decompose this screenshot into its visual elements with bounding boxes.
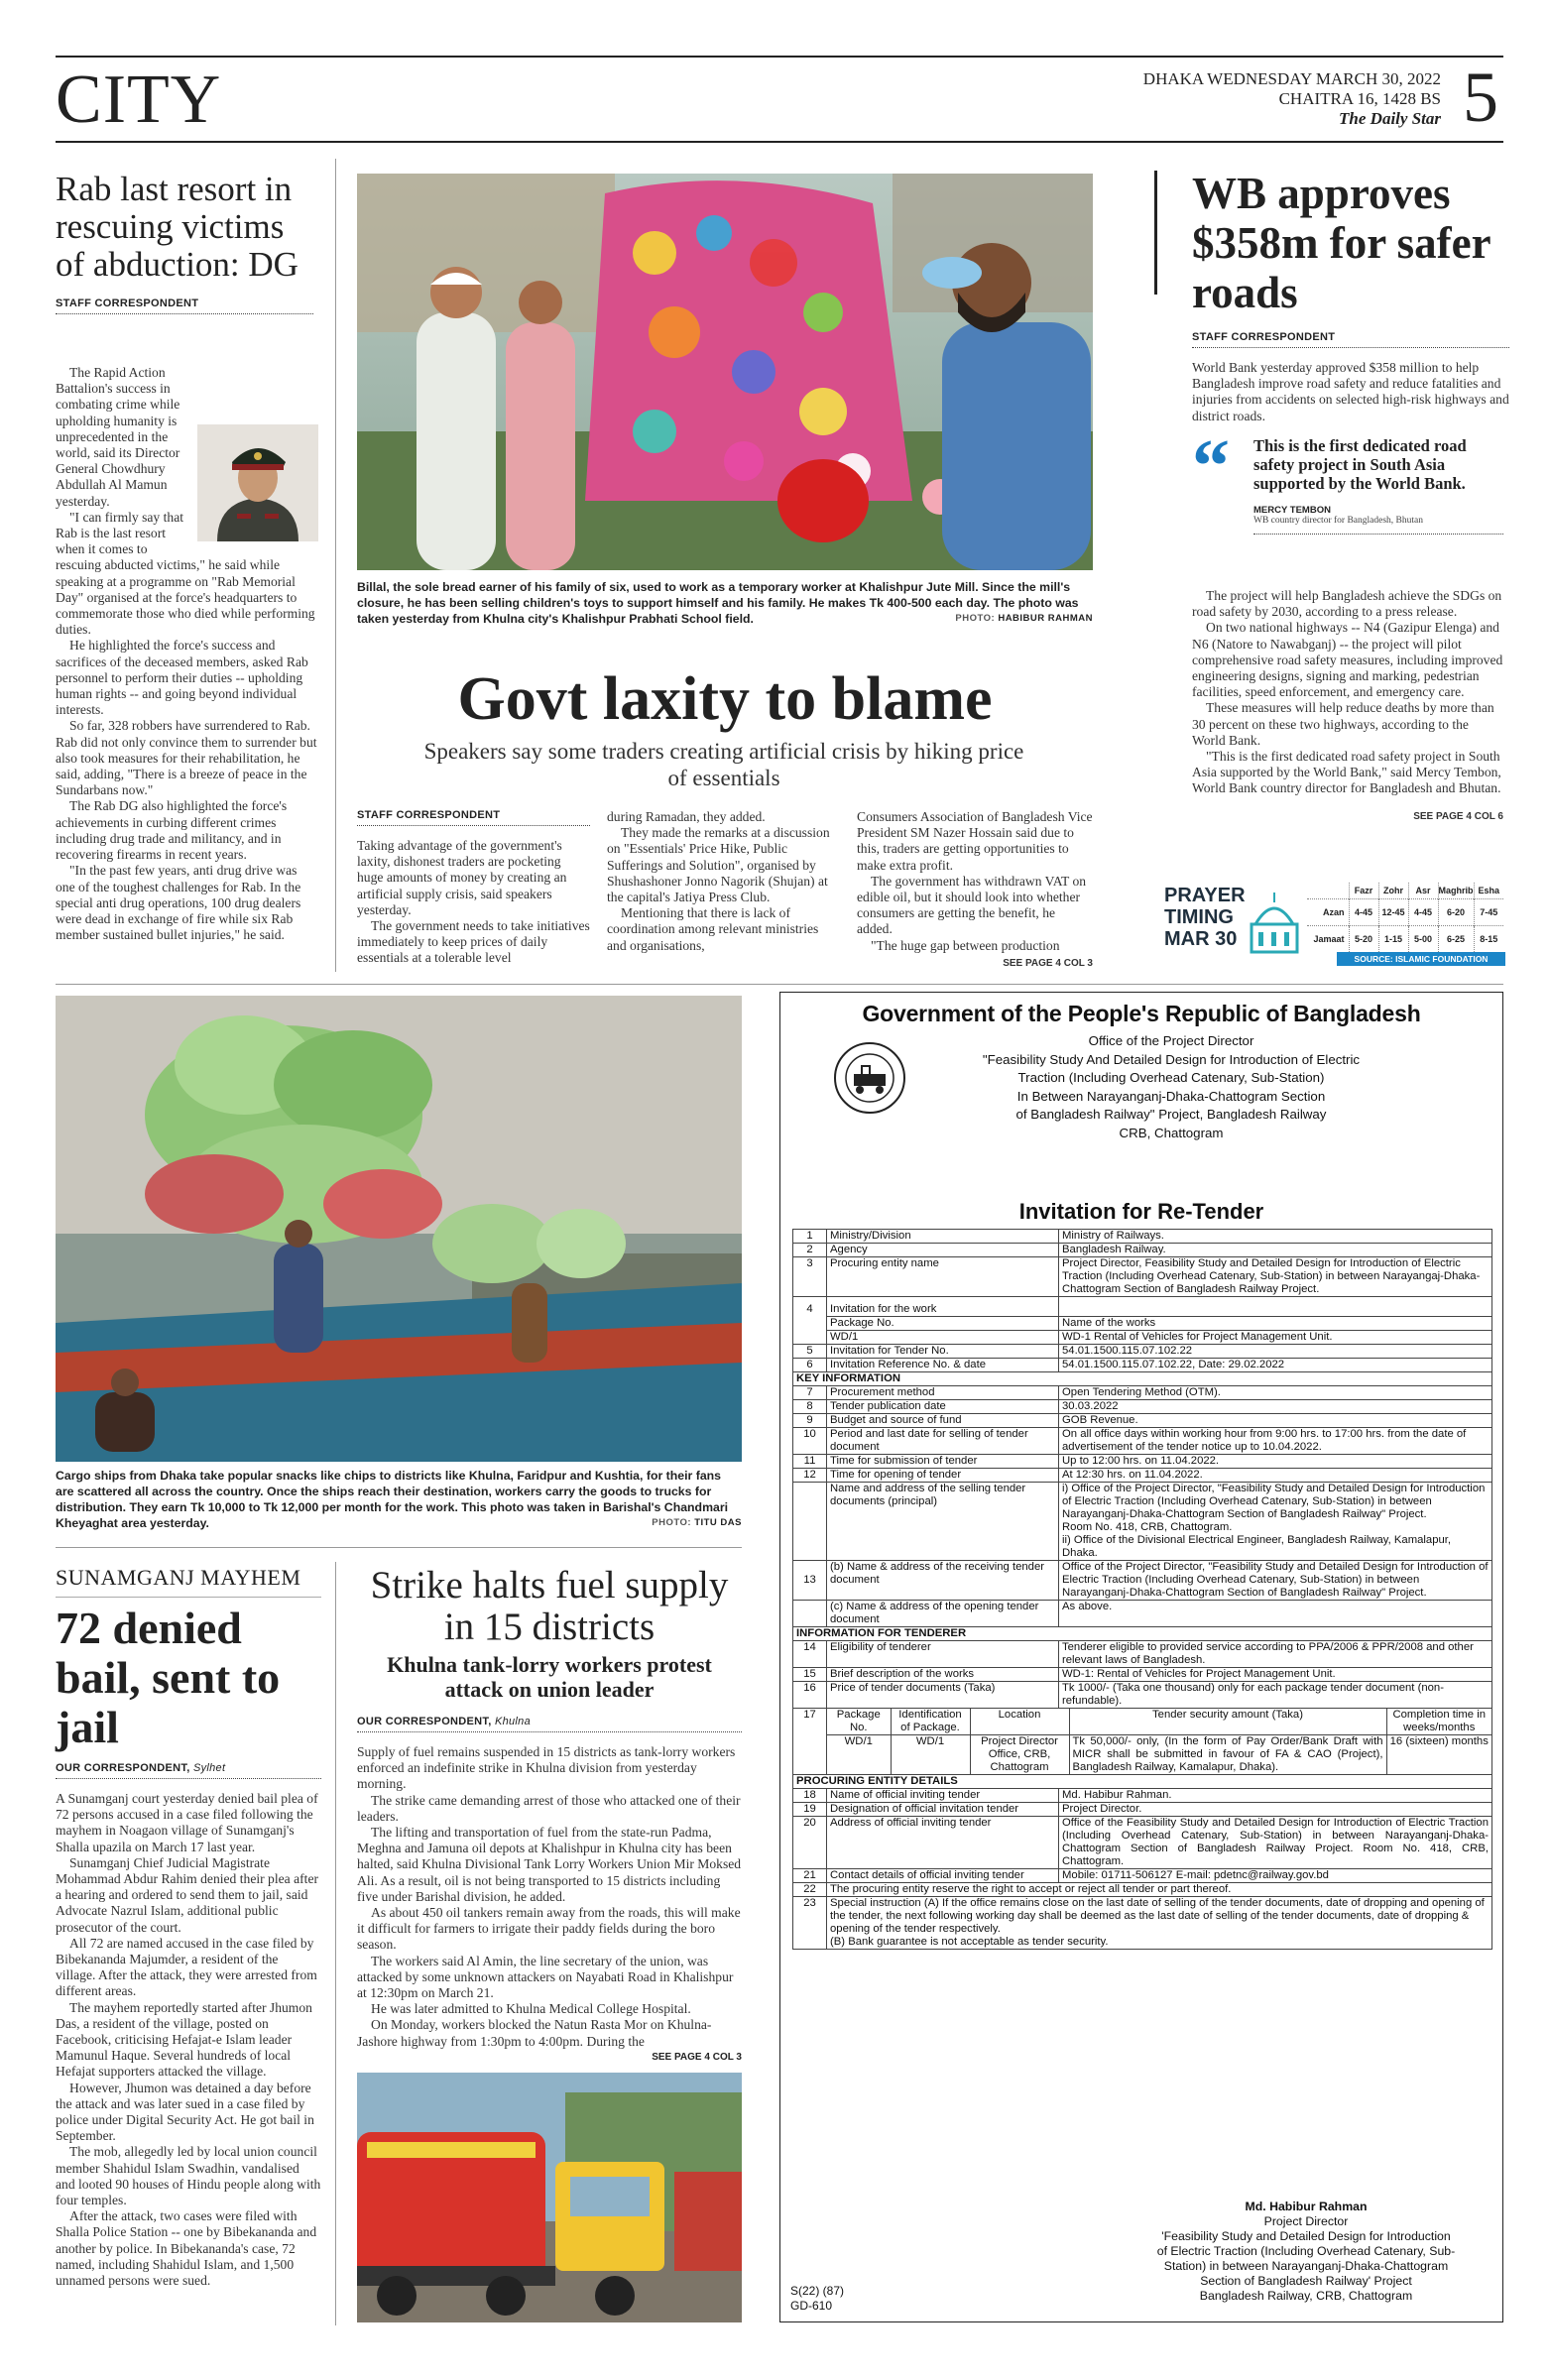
ref-2: GD-610 [790,2299,833,2313]
sun-divider [335,1562,336,2325]
row-key: Price of tender documents (Taka) [827,1682,1059,1709]
sun-p3: All 72 are named accused in the case filed by Bibekananda Majumder, a resident of the village. After the attack, they were arrested from different areas. [56,1935,317,1999]
row-no: 3 [793,1257,827,1297]
row-key: Budget and source of fund [827,1414,1059,1428]
cargo-credit-label: PHOTO: [652,1517,692,1528]
row-no: 9 [793,1414,827,1428]
special-instruction-b: (B) Bank guarantee is not acceptable as tender security. [830,1936,1109,1948]
strike-body [357,1744,742,2050]
sun-p4: The mayhem reportedly started after Jhumon Das, a resident of the village, posted on Facebook, criticising Hefajat-e Islam leader Mamunul Haque. Several hundreds of local Hefajat supporters attacked the village. [56,1999,312,2080]
package-cell [827,1709,1492,1775]
sunamganj-place: Sylhet [192,1762,226,1774]
govt-col2 [607,809,840,954]
rab-p5: The Rab DG also highlighted the force's achievements in curbing different crimes including drug trade and militancy, and in recovering firearms in recent years. [56,798,288,863]
govt-c3-p1: Consumers Association of Bangladesh Vice President SM Nazer Hossain said due to this, traders are getting opportunities to make extra profit. [857,809,1093,873]
row-no: 6 [793,1359,827,1372]
govt-col1 [357,809,590,967]
row-no: 21 [793,1869,827,1883]
azan-zohr: 12-45 [1378,899,1408,926]
row-key: Address of official inviting tender [827,1817,1059,1869]
tender-row-11 [793,1455,1492,1469]
row-key: Invitation for the work [827,1297,1059,1317]
prayer-source: SOURCE: ISLAMIC FOUNDATION [1337,952,1505,966]
govt-headline: Govt laxity to blame [457,665,993,733]
package-head-id: Identification of Package. [891,1709,970,1735]
wb-lead: World Bank yesterday approved $358 million to help Bangladesh improve road safety and reduce fatalities and injuries from accidents on selected high-risk highways and district roads. [1192,360,1509,423]
rab-p2: "I can firmly say that Rab is the last resort when it comes to rescuing abducted victims," he said while speaking at a programme on "Rab Memorial Day" organised at the force's headquarters to commemorate those who died while performing duties. [56,509,315,638]
govt-c2-p2: They made the remarks at a discussion on "Essentials' Price Hike, Public Sufferings and Solution", organised by Shushashoner Jonno Nagorik (Shujan) at the capital's Jatiya Press Club. [607,825,830,905]
sig-title: Project Director [1263,2214,1349,2228]
row-no: 23 [793,1897,827,1950]
wb-p4: "This is the first dedicated road safety project in South Asia supported by the World Bank," said Mercy Tembon, World Bank country director for Bangladesh and Bhutan. [1192,749,1501,796]
row-key: (c) Name & address of the opening tender document [827,1601,1059,1627]
row-value: As above. [1059,1601,1492,1627]
wb-quote-title: WB country director for Bangladesh, Bhutan [1253,516,1503,535]
prayer-date: MAR 30 [1164,928,1238,950]
info-tenderer-header [793,1627,1492,1641]
row-no: 4 [793,1297,827,1345]
wb-p3: These measures will help reduce deaths by more than 30 percent on these two highways, according to the World Bank. [1192,700,1494,748]
package-value-row [827,1735,1491,1775]
govt-c1-p2: The government needs to take initiatives immediately to keep prices of daily essentials at a tolerable level [357,918,590,966]
masthead-rule [56,141,1503,143]
azan-esha: 7-45 [1474,899,1503,926]
govt-see-page[interactable]: SEE PAGE 4 COL 3 [1003,957,1093,969]
row-no: 14 [793,1641,827,1668]
ref-1: S(22) (87) [790,2284,845,2298]
row-key: Period and last date for selling of tender document [827,1428,1059,1455]
row-key: Package No. [827,1317,1059,1331]
package-location: Project Director Office, CRB, Chattogram [970,1735,1069,1775]
dg-portrait [197,424,318,541]
tender-row-15 [793,1668,1492,1682]
sig-line-4: of Electric Traction (Including Overhead Catenary, Sub- [1156,2244,1456,2258]
section-header: KEY INFORMATION [793,1372,1492,1386]
row-no: 2 [793,1244,827,1257]
govt-byline: STAFF CORRESPONDENT [357,809,590,826]
cargo-photo [56,996,742,1462]
office-line-2: "Feasibility Study And Detailed Design for Introduction of Electric [982,1051,1361,1067]
tender-title: Invitation for Re-Tender [1018,1199,1264,1224]
wb-headline: WB approves $358m for safer roads [1192,169,1490,317]
row-no: 20 [793,1817,827,1869]
prayer-h-zohr: Zohr [1378,883,1408,899]
tender-row-4b [793,1317,1492,1331]
tender-row-8 [793,1400,1492,1414]
row-value [827,1897,1492,1950]
toys-credit-label: PHOTO: [955,613,996,624]
govt-col1-body [357,838,590,967]
tender-row-13c [793,1601,1492,1627]
row-no: 17 [793,1709,827,1775]
package-no: WD/1 [827,1735,891,1775]
office-line-3: Traction (Including Overhead Catenary, Sub-Station) [1017,1070,1325,1085]
rab-article [56,171,313,326]
tender-row-17 [793,1709,1492,1775]
row-value: WD-1: Rental of Vehicles for Project Management Unit. [1059,1668,1492,1682]
tender-row-4c [793,1331,1492,1345]
strike-p7: On Monday, workers blocked the Natun Rasta Mor on Khulna- Jashore highway from 1:30pm to 4:00pm. During the [357,2017,712,2049]
tender-office [899,1032,1443,1142]
sun-p7: After the attack, two cases were filed with Shalla Police Station -- one by Bibekananda and another by police. In Bibekananda's case, 72 named, including Shahidul Islam, and 1,500 unnamed persons were sued. [56,2208,317,2289]
row-no: 19 [793,1803,827,1817]
toys-caption-text: Billal, the sole bread earner of his family of six, used to work as a temporary worker at Khalishpur Jute Mill. Since the mill's closure, he has been selling children's toys to support himself and his family. He makes Tk 400-500 each day. The photo was taken yesterday from Khulna city's Khalishpur Prabhati School field. [357,580,1079,626]
row-value: Bangladesh Railway. [1059,1244,1492,1257]
row-key: Procurement method [827,1386,1059,1400]
row-key: Agency [827,1244,1059,1257]
strike-subhead: Khulna tank-lorry workers protest attack on union leader [387,1652,712,1702]
wb-quote-name: MERCY TEMBON [1253,505,1331,516]
row-value: Office of the Feasibility Study and Detailed Design for Introduction of Electric Traction (Including Overhead Catenary, Sub-Station) in between Narayanganj-Dhaka-Chattogram Section of Bangladesh Railway Project. Room No. 418, CRB, Chattogram. [1059,1817,1492,1869]
row-no: 7 [793,1386,827,1400]
package-head-location: Location [970,1709,1069,1735]
toys-photo-image [357,174,1093,570]
tender-row-20 [793,1817,1492,1869]
package-time: 16 (sixteen) months [1389,1735,1489,1747]
prayer-h-asr: Asr [1408,883,1438,899]
row-no: 10 [793,1428,827,1455]
row-value: Up to 12:00 hrs. on 11.04.2022. [1059,1455,1492,1469]
sun-p6: The mob, allegedly led by local union council member Shahidul Islam Swadhin, vandalised and looted 90 houses of Hindu people along with four temples. [56,2144,321,2208]
toys-credit [955,611,1093,627]
strike-p3: The lifting and transportation of fuel from the state-run Padma, Meghna and Jamuna oil depots at Khalishpur in Khulna city has been halted, said Khulna Divisional Tank Lorry Workers Union Mir Moksed Ali. As a result, oil is not being transported to 15 districts including five under Barishal division, he added. [357,1825,742,1904]
row-key: Name of official inviting tender [827,1789,1059,1803]
row-key: Ministry/Division [827,1230,1059,1244]
row-value: Md. Habibur Rahman. [1059,1789,1492,1803]
sig-name: Md. Habibur Rahman [1245,2200,1368,2213]
selling-office-2: ii) Office of the Divisional Electrical Engineer, Bangladesh Railway, Kamalapur, Dhaka. [1062,1534,1452,1559]
row-key: Tender publication date [827,1400,1059,1414]
prayer-h-fazr: Fazr [1349,883,1378,899]
row-value: Tk 1000/- (Taka one thousand) only for each package tender document (non-refundable). [1059,1682,1492,1709]
sig-line-5: Station) in between Narayanganj-Dhaka-Chattogram [1163,2259,1449,2273]
sunamganj-article [56,1565,321,2289]
office-line-6: CRB, Chattogram [1119,1125,1224,1140]
row-value: Name of the works [1059,1317,1492,1331]
sig-line-7: Bangladesh Railway, CRB, Chattogram [1199,2289,1413,2303]
column-divider [335,159,336,972]
tender-table [792,1229,1492,1950]
row-value: Tenderer eligible to provided service according to PPA/2006 & PPR/2008 and other relevant laws of Bangladesh. [1059,1641,1492,1668]
sunamganj-byline [56,1762,321,1779]
office-line-1: Office of the Project Director [1088,1033,1254,1048]
rab-byline: STAFF CORRESPONDENT [56,298,313,314]
strike-p2: The strike came demanding arrest of those who attacked one of their leaders. [357,1792,741,1824]
sunamganj-byline-text: OUR CORRESPONDENT, [56,1762,190,1774]
jamaat-maghrib: 6-25 [1438,926,1474,953]
tender-row-18 [793,1789,1492,1803]
tender-row-14 [793,1641,1492,1668]
govt-c2-p3: Mentioning that there is lack of coordination among relevant ministries and organisations, [607,905,819,953]
key-information-header [793,1372,1492,1386]
cargo-credit-name: TITU DAS [694,1517,742,1528]
package-security: Tk 50,000/- only, (In the form of Pay Order/Bank Draft with MICR shall be submitted in favour of FA & CAO (Project), Bangladesh Railway, Kamalapur, Dhaka). [1069,1735,1386,1775]
sunamganj-kicker: SUNAMGANJ MAYHEM [56,1565,321,1598]
tanker-photo-image [357,2073,742,2322]
prayer-jamaat-label: Jamaat [1313,934,1345,944]
tender-row-2 [793,1244,1492,1257]
dateline [1143,69,1441,129]
sunamganj-body [56,1791,321,2289]
prayer-title-text: PRAYER TIMING [1164,885,1246,928]
row-key: (b) Name & address of the receiving tender document [827,1561,1059,1601]
row-value: Mobile: 01711-506127 E-mail: pdetnc@railway.gov.bd [1059,1869,1492,1883]
govt-subhead: Speakers say some traders creating artificial crisis by hiking price of essentials [423,739,1024,790]
tender-row-5 [793,1345,1492,1359]
mosque-icon [1246,891,1303,954]
section-header: INFORMATION FOR TENDERER [793,1627,1492,1641]
row-key: Contact details of official inviting tender [827,1869,1059,1883]
prayer-azan-label: Azan [1322,907,1345,917]
row-value: Ministry of Railways. [1059,1230,1492,1244]
prayer-header-row [1307,883,1503,899]
selling-office-1: i) Office of the Project Director, "Feasibility Study and Detailed Design for Introduction of Electric Traction (Including Overhead Catenary, Sub-Station) in between Narayanganj-Dhaka-Chattogram Section of Bangladesh Railway" Project. [1062,1483,1486,1520]
row-value: 54.01.1500.115.07.102.22, Date: 29.02.2022 [1059,1359,1492,1372]
sig-line-3: 'Feasibility Study and Detailed Design for Introduction [1161,2229,1451,2243]
strike-article [357,1565,742,2063]
sun-p1: A Sunamganj court yesterday denied bail plea of 72 persons accused in a case filed following the mayhem in Noagaon village of Sunamganj's Shalla upazila on March 17 last year. [56,1791,318,1854]
tender-row-12a [793,1483,1492,1561]
prayer-box [1158,881,1505,968]
special-instruction-a: Special instruction (A) If the office remains close on the last date of selling of the tender documents, date of dropping and opening of the tender, the next following working day shall be deemed as the last date of selling of the tender documents, date of dropping & opening of the tender respectively. [830,1897,1485,1935]
wb-quote: This is the first dedicated road safety project in South Asia supported by the World Bank. [1253,436,1467,493]
sun-p5: However, Jhumon was detained a day before the attack and was later sued in a case filed by police under Digital Security Act. He got bail in September. [56,2080,314,2144]
tender-row-21 [793,1869,1492,1883]
prayer-azan-row [1307,899,1503,926]
tender-ref [790,2284,844,2314]
tender-advert [779,992,1503,2322]
package-head-security: Tender security amount (Taka) [1069,1709,1386,1735]
package-head-no: Package No. [827,1709,891,1735]
cargo-credit [652,1515,742,1531]
row-no: 13 [793,1561,827,1601]
row-value: 54.01.1500.115.07.102.22 [1059,1345,1492,1359]
tender-row-1 [793,1230,1492,1244]
jamaat-fazr: 5-20 [1349,926,1378,953]
prayer-title [1164,885,1253,950]
rab-p6: "In the past few years, anti drug drive was one of the toughest challenges for Rab. In the special anti drug operations, 100 drug dealers were dead in exchange of fire while six Rab member sustained bullet injuries," he said. [56,863,301,943]
procuring-header [793,1775,1492,1789]
strike-p4: As about 450 oil tankers remain away from the roads, this will make it difficult for farmers to irrigate their paddy fields during the boro season. [357,1905,741,1953]
tender-row-19 [793,1803,1492,1817]
tender-row-23 [793,1897,1492,1950]
tender-row-7 [793,1386,1492,1400]
tender-row-16 [793,1682,1492,1709]
prayer-h-maghrib: Maghrib [1438,883,1474,899]
row-key: Invitation for Tender No. [827,1345,1059,1359]
row-no: 5 [793,1345,827,1359]
tender-gov-title: Government of the People's Republic of Bangladesh [862,1001,1421,1026]
row-key: WD/1 [827,1331,1059,1345]
govt-col3 [857,809,1093,972]
strike-see-page[interactable]: SEE PAGE 4 COL 3 [652,2051,742,2063]
tender-row-3 [793,1257,1492,1297]
toys-caption [357,579,1093,627]
office-line-4: In Between Narayanganj-Dhaka-Chattogram Section [1016,1088,1326,1104]
wb-byline: STAFF CORRESPONDENT [1192,331,1509,348]
mid-rule [56,984,1503,985]
row-no: 15 [793,1668,827,1682]
tender-signature [1137,2200,1475,2304]
rab-headline: Rab last resort in rescuing victims of abduction: DG [56,170,298,284]
selling-office-room: Room No. 418, CRB, Chattogram. [1062,1521,1233,1533]
row-no: 12 [793,1469,827,1483]
rab-p1: The Rapid Action Battalion's success in combating crime while upholding humanity is unprecedented in the world, said its Director General Chowdhury Abdullah Al Mamun yesterday. [56,365,180,509]
azan-maghrib: 6-20 [1438,899,1474,926]
office-line-5: of Bangladesh Railway" Project, Bangladesh Railway [1015,1107,1327,1122]
strike-p1: Supply of fuel remains suspended in 15 districts as tank-lorry workers enforced an indefinite strike in Khulna division from yesterday morning. [357,1744,736,1792]
prayer-jamaat-row [1307,926,1503,953]
row-key: Procuring entity name [827,1257,1059,1297]
rab-p3: He highlighted the force's success and sacrifices of the deceased members, asked Rab personnel to perform their duties -- upholding human rights -- and going beyond individual interests. [56,638,308,718]
govt-c1-p1: Taking advantage of the government's laxity, dishonest traders are pocketing huge amounts of money by creating an artificial supply crisis, said speakers yesterday. [357,838,567,917]
strike-byline [357,1716,742,1732]
wb-accent-bar [1154,171,1157,295]
row-value: GOB Revenue. [1059,1414,1492,1428]
tender-row-9 [793,1414,1492,1428]
tanker-photo [357,2073,742,2322]
wb-article [1192,169,1509,444]
strike-place: Khulna [494,1716,532,1727]
dg-portrait-image [197,424,318,541]
jamaat-asr: 5-00 [1408,926,1438,953]
sunamganj-headline: 72 denied bail, sent to jail [56,1603,281,1752]
tender-row-12 [793,1469,1492,1483]
row-value: Open Tendering Method (OTM). [1059,1386,1492,1400]
toys-photo [357,174,1093,570]
row-value: 30.03.2022 [1059,1400,1492,1414]
row-no: 18 [793,1789,827,1803]
strike-p5: The workers said Al Amin, the line secretary of the union, was attacked by some unknown attackers on Nayabati Road in Khalishpur at 12:30pm on March 21. [357,1953,734,2001]
section-header: PROCURING ENTITY DETAILS [793,1775,1492,1789]
cargo-caption [56,1468,742,1531]
row-value: At 12:30 hrs. on 11.04.2022. [1059,1469,1492,1483]
azan-fazr: 4-45 [1349,899,1378,926]
wb-body [1192,588,1503,825]
cargo-caption-text: Cargo ships from Dhaka take popular snacks like chips to districts like Khulna, Faridpur and Kushtia, for their fans are scattered all across the country. Once the ships reach their destination, workers carry the goods to trucks for distribution. They earn Tk 10,000 to Tk 12,000 per month for the work. This photo was taken in Barishal's Chandmari Kheyaghat area yesterday. [56,1469,729,1530]
package-head-row [827,1709,1491,1735]
page-number: 5 [1463,58,1498,137]
date: DHAKA WEDNESDAY MARCH 30, 2022 [1142,69,1441,88]
strike-headline: Strike halts fuel supply in 15 districts [370,1564,729,1648]
tender-row-10 [793,1428,1492,1455]
row-value: The procuring entity reserve the right to accept or reject all tender or part thereof. [827,1883,1492,1897]
row-value: On all office days within working hour from 9:00 hrs. to 17:00 hrs. from the date of advertisement of the tender notice up to 10.04.2022. [1059,1428,1492,1455]
row-value: WD-1 Rental of Vehicles for Project Management Unit. [1059,1331,1492,1345]
row-no: 8 [793,1400,827,1414]
rab-p4: So far, 328 robbers have surrendered to Rab. Rab did not only convince them to surrender but also took measures for their rehabilitation, he said, adding, "There is a breeze of peace in the Sundarbans now." [56,718,317,798]
jamaat-esha: 8-15 [1474,926,1503,953]
row-key: Time for submission of tender [827,1455,1059,1469]
cargo-photo-image [56,996,742,1462]
package-id: WD/1 [891,1735,970,1775]
strike-p6: He was later admitted to Khulna Medical College Hospital. [371,2001,691,2017]
row-no: 22 [793,1883,827,1897]
govt-c3-p2: The government has withdrawn VAT on edible oil, but it should look into whether consumers are getting the benefit, he added. [857,873,1087,937]
paper-logo: The Daily Star [1339,109,1441,128]
row-no: 1 [793,1230,827,1244]
tender-row-22 [793,1883,1492,1897]
toys-credit-name: HABIBUR RAHMAN [998,613,1093,624]
sun-p2: Sunamganj Chief Judicial Magistrate Mohammad Abdur Rahim denied their plea after a hearing and ordered to send them to jail, said Advocate Nazrul Islam, additional public prosecutor of the court. [56,1854,318,1935]
row-no: 16 [793,1682,827,1709]
bangla-date: CHAITRA 16, 1428 BS [1278,89,1441,108]
wb-pullquote [1192,424,1503,535]
row-key: Name and address of the selling tender documents (principal) [827,1483,1059,1561]
row-value: Project Director, Feasibility Study and Detailed Design for Introduction of Electric Traction (Including Overhead Catenary, Sub-Station) in between Narayangaj-Dhaka-Chattogram Section of Bangladesh Railway Project. [1059,1257,1492,1297]
jamaat-zohr: 1-15 [1378,926,1408,953]
railway-emblem-icon [832,1040,907,1116]
rab-body [56,365,318,964]
row-no: 11 [793,1455,827,1469]
row-value: Office of the Project Director, "Feasibility Study and Detailed Design for Introduction of Electric Traction (Including Overhead Catenary, Sub-Station) in between Narayanganj-Dhaka-Chattogram Section of Bangladesh Railway" Project. [1059,1561,1492,1601]
package-table [827,1709,1491,1774]
row-key: Eligibility of tenderer [827,1641,1059,1668]
prayer-table [1307,883,1503,952]
prayer-h-esha: Esha [1474,883,1503,899]
govt-c2-p1: during Ramadan, they added. [607,809,766,824]
row-key: Brief description of the works [827,1668,1059,1682]
strike-byline-text: OUR CORRESPONDENT, [357,1716,492,1727]
govt-c3-p3: "The huge gap between production [871,937,1060,953]
row-key: Time for opening of tender [827,1469,1059,1483]
quote-icon: “ [1192,424,1230,508]
wb-p1: The project will help Bangladesh achieve the SDGs on road safety by 2030, according to a press release. [1192,588,1502,620]
azan-asr: 4-45 [1408,899,1438,926]
tender-row-6 [793,1359,1492,1372]
top-rule [56,56,1503,58]
sig-line-6: Section of Bangladesh Railway' Project [1200,2274,1412,2288]
wb-see-page[interactable]: SEE PAGE 4 COL 6 [1413,810,1503,822]
row-key: Invitation Reference No. & date [827,1359,1059,1372]
row-value: Project Director. [1059,1803,1492,1817]
tender-row-13 [793,1561,1492,1601]
row-key: Designation of official invitation tender [827,1803,1059,1817]
section-title: CITY [56,61,222,138]
package-head-time: Completion time in weeks/months [1392,1709,1487,1733]
tender-row-4 [793,1297,1492,1317]
wb-p2: On two national highways -- N4 (Gazipur Elenga) and N6 (Natore to Nawabganj) -- the project will pilot comprehensive road safety measures, including improved engineering designs, signing and marking, pedestrian facilities, speed enforcement, and emergency care. [1192,620,1503,700]
cargo-rule [56,1547,742,1548]
row-value [1059,1483,1492,1561]
